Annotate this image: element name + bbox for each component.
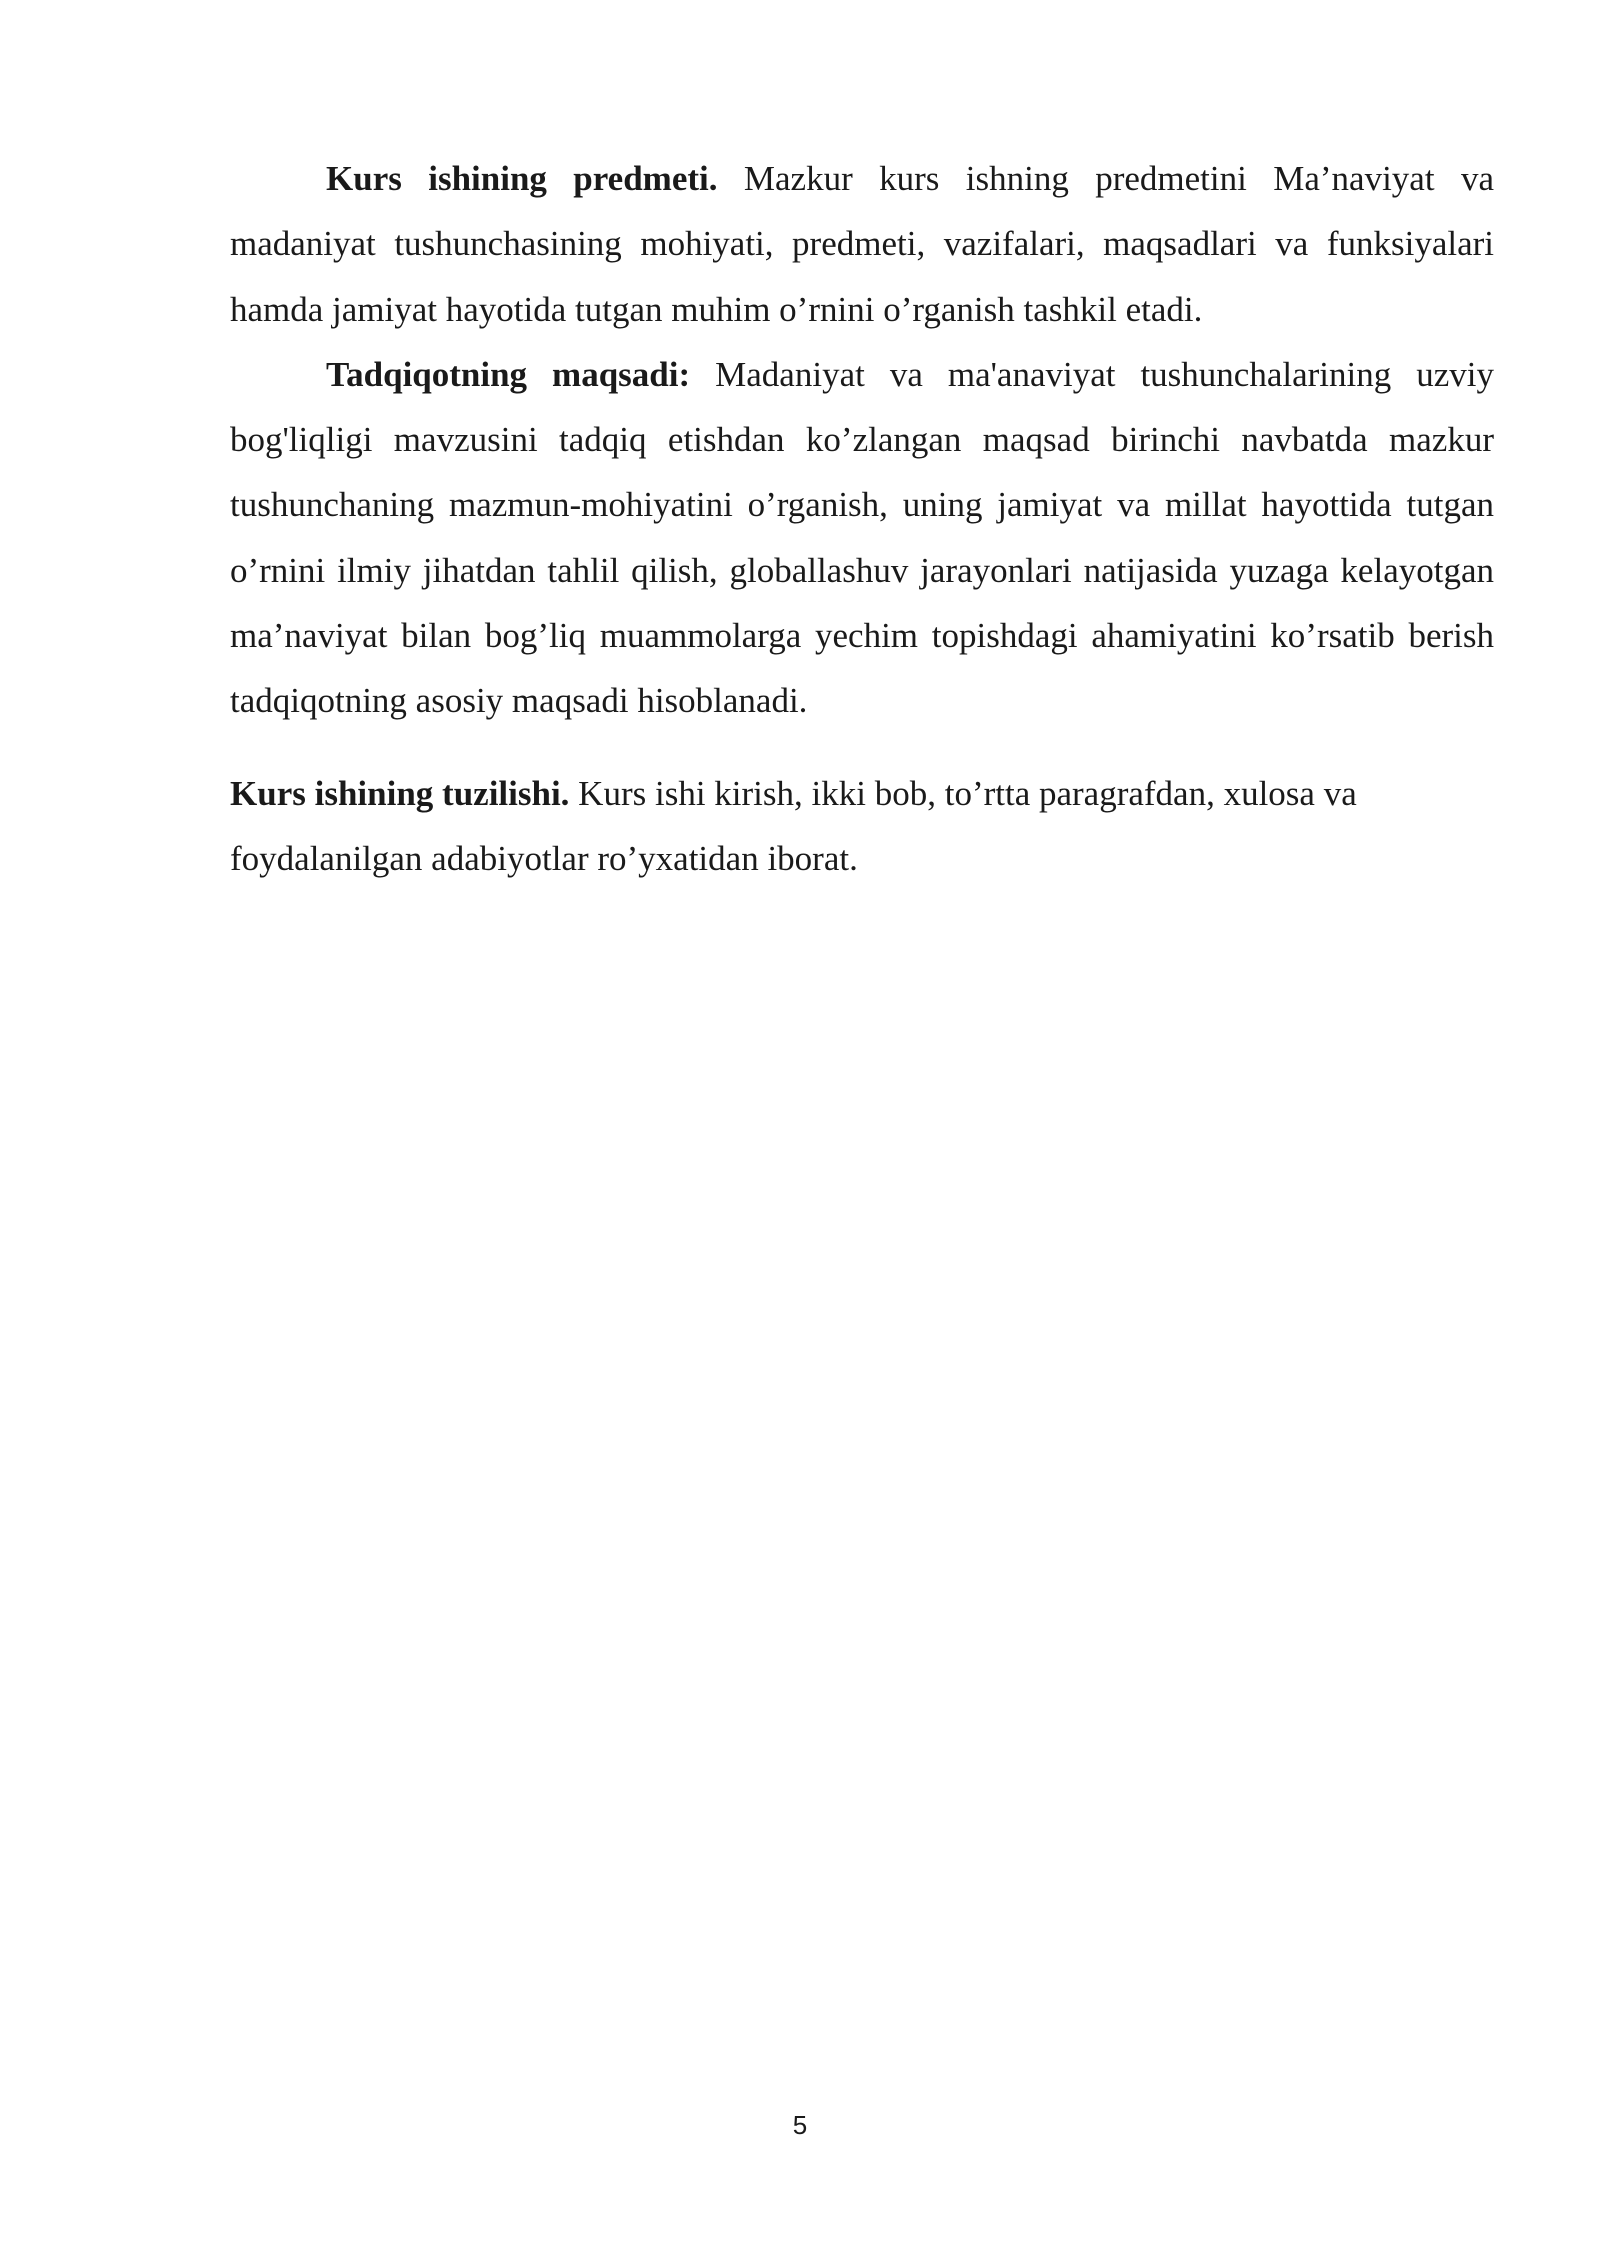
paragraph-subject-heading: Kurs ishining predmeti.: [326, 159, 718, 198]
paragraph-structure-text: Kurs ishi kirish, ikki bob, to’rtta paragrafdan, xulosa va foydalanilgan adabiyotlar ro’yxatidan iborat.: [230, 773, 1357, 878]
document-body: [230, 146, 1494, 891]
paragraph-structure: [230, 761, 1494, 892]
paragraph-goal-heading: Tadqiqotning maqsadi:: [326, 354, 691, 394]
paragraph-structure-heading: Kurs ishining tuzilishi.: [230, 773, 570, 813]
paragraph-subject-text: Mazkur kurs ishning predmetini Ma’naviyat va madaniyat tushunchasining mohiyati, predmeti, vazifalari, maqsadlari va funksiyalari hamda jamiyat hayotida tutgan muhim o’rnini o’rganish tashkil etadi.: [230, 159, 1494, 329]
paragraph-goal: [230, 342, 1494, 734]
paragraph-goal-text: Madaniyat va ma'anaviyat tushunchalarining uzviy bog'liqligi mavzusini tadqiq etishdan ko’zlangan maqsad birinchi navbatda mazkur tushunchaning mazmun-mohiyatini o’rganish, uning jamiyat va millat hayottida tutgan o’rnini ilmiy jihatdan tahlil qilish, globallashuv jarayonlari natijasida yuzaga kelayotgan ma’naviyat bilan bog’liq muammolarga yechim topishdagi ahamiyatini ko’rsatib berish tadqiqotning asosiy maqsadi hisoblanadi.: [230, 354, 1494, 721]
page-number: 5: [792, 2110, 808, 2140]
paragraph-subject: [230, 146, 1494, 342]
